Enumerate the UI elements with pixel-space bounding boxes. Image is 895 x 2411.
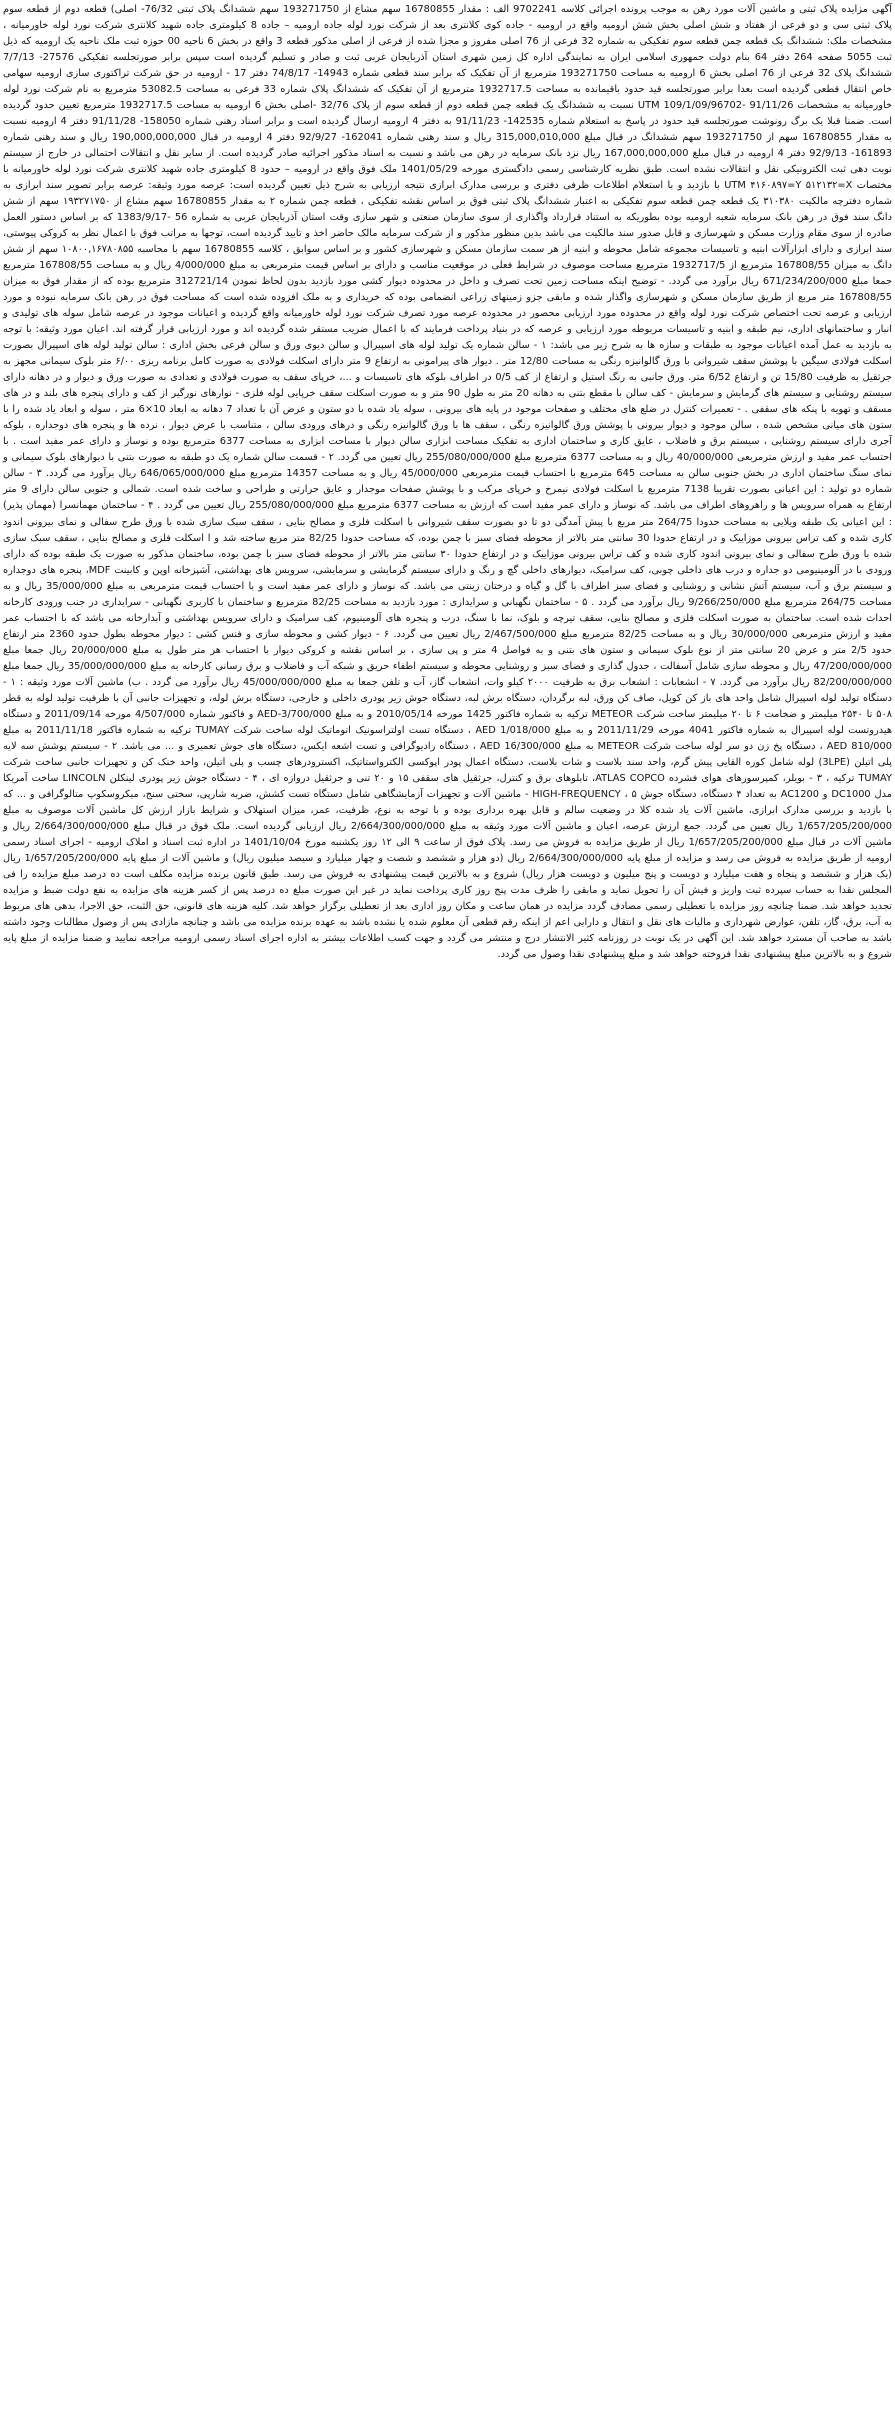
auction-notice-body: آگهی مزایده پلاک ثبتی و ماشین آلات مورد رهن به موجب پرونده اجرائی کلاسه 9702241 الف : مقدار 16780855 سهم مشاع از 193271750 سهم ششدانگ پلاک ثبتی 76/32- اصلی) قطعه دوم از قطعه سوم پلاک ثبتی سی و دو فرعی از هفتاد و شش اصلی بخش شش ارومیه واقع در ارومیه - جاده کوی کلانتری بعد از شرکت نورد لوله جاده ارومیه – جاده 8 کیلومتری جاده شهید کلانتری شرکت نورد لوله خاورمیانه ، مشخصات ملک: ششدانگ یک قطعه چمن قطعه سوم تفکیکی به شماره 32 فرعی از 76 اصلی مفروز و مجزا شده از فرعی از اصلی مذکور قطعه 3 واقع در بخش 6 ناحیه 00 حوزه ثبت ملک ناحیه یک ارومیه که ذیل ثبت 5055 صفحه 264 دفتر 64 بنام دولت جمهوری اسلامی ایران به نمایندگی اداره کل زمین شهری استان آذربایجان غربی ثبت و صادر و تسلیم گردیده است سپس برابر صورتجلسه تفکیکی 27576- 7/7/13 ششدانگ پلاک 32 فرعی از 76 اصلی بخش 6 ارومیه به مساحت 193271750 مترمربع از آن تفکیک که برابر سند قطعی شماره 14943- 74/8/17 دفتر 17 - ارومیه در حق شرکت تراکتوری سازی ارومیه سهامی خاص انتقال قطعی گردیده است بعدا برابر صورتجلسه قید حدود باقیمانده به مساحت 1932717.5 مترمربع از آن تفکیک که ششدانگ پلاک شماره 33 فرعی به مساحت 53082.5 مترمربع به نام شرکت نورد لوله خاورمیانه به مشخصات UTM 109/1/09/96702- 91/11/26 نسبت به ششدانگ یک قطعه چمن قطعه دوم از قطعه سوم از پلاک 32/76 -اصلی بخش 6 ارومیه به مساحت 1932717.5 مترمربع تعیین حدود گردیده است. ضمنا قبلا یک برگ رونوشت صورتجلسه قید حدود در پاسخ به استعلام شماره 142535- 91/11/23 به دفتر 4 ارومیه ارسال گردیده است و برابر اسناد رهنی شماره 158050- 91/11/28 دفتر 4 ارومیه نسبت به مقدار 16780855 سهم از 193271750 سهم ششدانگ در قبال مبلغ 315,000,010,000 ریال و سند رهنی شماره 162041- 92/9/27 دفتر 4 ارومیه در قبال 190,000,000,000 ریال و سند رهنی شماره 161893- 92/9/13 دفتر 4 ارومیه در قبال مبلغ 167,000,000,000 ریال نزد بانک سرمایه در رهن می باشد و نسبت به اسناد مذکور اجرائیه صادر گردیده است. از سایر نقل و انتقالات احتمالی در خارج از سیستم نوبت دهی ثبت الکترونیکی نقل و انتقالات نشده است. طبق نظریه کارشناسی رسمی دادگستری مورخه 1401/05/29 ملک فوق واقع در ارومیه – حدود 8 کیلومتری جاده شهید کلانتری شرکت نورد لوله خاورمیانه با مختصات UTM ۴۱۶۰۸۹۷=Y ۵۱۲۱۳۲=X با بازدید و با استعلام اطلاعات ظرفی دفتری و بررسی مدارک ابرازی نتیجه ارزیابی به شرح ذیل تعیین گردیده است: عرصه مورد وثیقه: عرصه برابر تصویر سند ابرازی به شماره دفترچه مالکیت ۳۱۰۳۸۰ یک قطعه چمن قطعه سوم تفکیکی به اعتبار ششدانگ پلاک ثبتی فوق بر اساس نقشه تفکیکی ، قطعه چمن شماره ۲ به مقدار 16780855 سهم مشاع از ۱۹۳۲۷۱۷۵۰ سهم از شش دانگ سند فوق در رهن بانک سرمایه شعبه ارومیه بوده بطوریکه به استناد قرارداد واگذاری از سوی سازمان صنعتی و شهر سازی وقت استان آذربایجان غربی به شماره 56 -1383/9/17 که بر اساس دستور العمل صادره از سوی مقام وزارت مسکن و شهرسازی و قابل صدور سند مالکیت می باشد بدین منظور مذکور و از شرکت سرمایه مالک حاضر اخذ و تایید گردیده است، توجها به مراتب فوق با اعمال نظر به کروکی پیوستی، سند ابرازی و دارای ابزارآلات ابنیه و تاسیسات مجموعه شامل محوطه و ابنیه از هر سمت سازمان مسکن و شهرسازی کشور و بر اساس سوابق ، کلاسه 16780855 سهم با محاسبه ۱۰۸۰۰,۱۶۷۸۰۸۵۵ سهم از شش دانگ به میزان 167808/55 مترمربع از 1932717/5 مترمربع مساحت موصوف در شرایط فعلی در موقعیت مناسب و دارای بر اساس قیمت مترمربعی به مبلغ 4/000/000 ریال و به مساحت 167808/55 مترمربع جمعا مبلغ 671/234/200/000 ریال برآورد می گردد. - توضیح اینکه مساحت زمین تحت تصرف و داخل در محدوده دیوار کشی مورد بازدید بدون لحاظ نمودن 312721/14 مترمربع بوده که از مقدار فوق به میزان 167808/55 متر مربع از طریق سازمان مسکن و شهرسازی واگذار شده و مابقی جزو زمینهای زراعی انضمامی بوده که خریداری و به ملک افزوده شده است که مساحت فوق در رهن بانک سرمایه نبوده و مورد ارزیابی و عرصه تحت اختصاص شرکت نورد لوله واقع در محدوده مورد ارزیابی محصور در محدوده عرصه مورد تصرف شرکت نورد لوله خاورمیانه واقع گردیده و اعیانات موجود در عرصه شامل سوله های تولیدی و انبار و ساختمانهای اداری، نیم طبقه و ابنیه و تاسیسات مربوطه مورد ارزیابی و عرصه که در بنیاد پرداخت فرمایند که با اعمال ضریب مستقر شده گردیده اند و مورد ارزیابی قرار گرفته اند. اعیان مورد وثیقه: با توجه به بازدید به عمل آمده اعیانات موجود به طبقات و سازه ها به شرح زیر می باشد: ۱ - سالن شماره یک تولید لوله های اسپیرال و سالن دیوی ورق و سالن فرعی بخش اداری : سالن تولید لوله های اسپیرال بصورت اسکلت فولادی سیگین با پوشش سقف شیروانی با ورق گالوانیزه رنگی به مساحت 12/80 متر . دیوار های پیرامونی به ارتفاع 9 متر دارای اسکلت فولادی به صورت کامل برنامه ریزی ۶/۰۰ متر بلوک سیمانی مجهز به جرثقیل به ظرفیت 15/80 تن و ارتفاع 6/52 متر. ورق جانبی به رنگ استیل و ارتفاع از کف 0/5 در اطراف بلوکه های تاسیسات و ...، خرپای سقف به صورت فولادی و تعدادی به صورت ورق و دیوار و در دهانه دارای سیستم روشنایی و سیستم های گرمایش و سرمایش - کف سالن با مقطع بتنی به دهانه 20 متر به طول 90 متر و به صورت اسکلت سقف خرپایی لوله فلزی - نوارهای نورگیر از کف و دارای پنجره های بلند و در های مسقف و تهویه با پنکه های سقفی . - تعمیرات کنترل در ضلع های مختلف و صفحات موجود در پایه های بیرونی ، سوله یاد شده با دو ستون و عرض آن با تعداد 7 دهانه به ابعاد 10×6 متر ، سوله و ابعاد یاد شده را با ستون های میانی مشخص شده ، سالن موجود و دیوار بیرونی با پوشش ورق گالوانیزه رنگی ، سقف ها با ورق گالوانیزه رنگی و درهای ورودی سالن ، متناسب با عرض دیوار ، نرده ها و پنجره های دوجداره ، بلوکه آجری دارای سیستم روشنایی ، سیستم برق و فاضلاب ، عایق کاری و ساختمان اداری به تفکیک مساحت ابزاری سالن دیوار با مساحت ابزاری به مساحت 6377 مترمربع بوده و نوساز و دارای عمر مفید است . با احتساب عمر مفید و ارزش مترمربعی 40/000/000 ریال و به مساحت 6377 مترمربع مبلغ 255/080/000/000 ریال تعیین می گردد. ۲ - قسمت سالن شماره یک دو طبقه به صورت بتنی با دیوارهای بلوک سیمانی و نمای سنگ ساختمان اداری در بخش جنوبی سالن به مساحت 645 مترمربع با احتساب قیمت مترمربعی 45/000/000 ریال و به مساحت 14357 مترمربع مبلغ 646/065/000/000 ریال برآورد می گردد. ۳ - سالن شماره دو تولید : این اعیانی بصورت تقریبا 7138 مترمربع با اسکلت فولادی نیمرخ و خرپای مرکب و با پوشش صفحات موجدار و عایق حرارتی و طراحی و ساخت شده است. شمالی و جنوبی سالن دارای 9 متر ارتفاع به همراه سرویس ها و راهروهای اطراف می باشد. که نوساز و دارای عمر مفید است که ارزش به مساحت 6377 مترمربع مبلغ 255/080/000/000 ریال تعیین می گردد . ۴ - ساختمان مهمانسرا (مهمان پذیر) : این اعیانی یک طبقه ویلایی به مساحت حدودا 264/75 متر مربع با پیش آمدگی دو تا دو بصورت سقف شیروانی با اسکلت فلزی و مصالح بنایی ، سقف سبک سازی شده با ورق طرح سفالی و نمای بیرونی اندود کاری شده و کف تراس بیرونی موزاییک و در ارتفاع حدودا 30 سانتی متر بالاتر از محوطه فضای سبز با چمن بوده، که مساحت حدودا 82/25 متر مربع ساخته شد و ا اسکلت فلزی و مصالح بنایی ، سقف سبک سازی شده با ورق طرح سفالی و نمای بیرونی اندود کاری شده و کف تراس بیرونی موزاییک و در ارتفاع حدودا ۳۰ سانتی متر بالاتر از محوطه فضای سبز با چمن بوده، ساختمان مذکور به صورت یک طبقه بوده که دارای ورودی با در آلومینیومی دو جداره و درب های داخلی چوبی، کف سرامیک، دیوارهای داخلی گچ و رنگ و دارای سیستم گرمایشی و سرمایشی، سرویس های بهداشتی، آشپزخانه اوپن و کابینت MDF، پنجره های دوجداره و سیستم برق و آب، سیستم آتش نشانی و روشنایی و فضای سبز اطراف با گل و گیاه و درختان زینتی می باشد. که نوساز و دارای عمر مفید است و با احتساب قیمت مترمربعی به مبلغ 35/000/000 ریال و به مساحت 264/75 مترمربع مبلغ 9/266/250/000 ریال برآورد می گردد . ۵ - ساختمان نگهبانی و سرایداری : مورد بازدید به مساحت 82/25 مترمربع و ساختمان با کاربری نگهبانی - سرایداری در جنب ورودی کارخانه احداث شده است. ساختمان به صورت اسکلت فلزی و مصالح بنایی، سقف تیرچه و بلوک، نما با سنگ، درب و پنجره های آلومینیوم، کف سرامیک و دارای سرویس بهداشتی و آبدارخانه می باشد که با احتساب عمر مفید و ارزش مترمربعی 30/000/000 ریال و به مساحت 82/25 مترمربع مبلغ 2/467/500/000 ریال تعیین می گردد. ۶ - دیوار کشی و محوطه سازی و فنس کشی : دیوار محوطه بطول حدود 2360 متر ارتفاع حدود 2/5 متر و عرض 20 سانتی متر از نوع بلوک سیمانی و ستون های بتنی و به فواصل 4 متر و پی سازی ، بر اساس نقشه و کروکی دیوار با احتساب هر متر طول به مبلغ 20/000/000 ریال جمعا مبلغ 47/200/000/000 ریال و محوطه سازی شامل آسفالت ، جدول گذاری و فضای سبز و روشنایی محوطه و سیستم اطفاء حریق و شبکه آب و فاضلاب و برق رسانی کارخانه به مبلغ 35/000/000/000 ریال جمعا مبلغ 82/200/000/000 ریال برآورد می گردد. ۷ - انشعابات : انشعاب برق به ظرفیت ۲۰۰۰ کیلو وات، انشعاب گاز، آب و تلفن جمعا به مبلغ 45/000/000/000 ریال برآورد می گردد . ب) ماشین آلات مورد وثیقه : ۱ - دستگاه تولید لوله اسپیرال شامل واحد های باز کن کویل، صاف کن ورق، لبه برگردان، دستگاه برش لبه، دستگاه جوش زیر پودری داخلی و خارجی، دستگاه برش لوله، و تجهیزات جانبی آن با ظرفیت تولید لوله به قطر ۵۰۸ تا ۲۵۴۰ میلیمتر و ضخامت ۶ تا ۲۰ میلیمتر ساخت شرکت METEOR ترکیه به شماره فاکتور 1425 مورخه 2010/05/14 و به مبلغ AED-3/700/000 و فاکتور شماره 4/507/000 مورخه 2011/09/14 و دستگاه هیدروتست لوله اسپیرال به شماره فاکتور 4041 مورخه 2011/11/29 و به مبلغ AED 1/018/000 ، دستگاه تست اولتراسونیک اتوماتیک لوله ساخت شرکت TUMAY ترکیه به شماره فاکتور 2011/11/18 به مبلغ AED 810/000 ، دستگاه پخ زن دو سر لوله ساخت شرکت METEOR به مبلغ AED 16/300/000 ، دستگاه رادیوگرافی و تست اشعه ایکس، دستگاه های جوش تعمیری و ... می باشد. ۲ - سیستم پوشش سه لایه پلی اتیلن (3LPE) لوله شامل کوره القایی پیش گرم، واحد سند بلاست و شات بلاست، دستگاه اعمال پودر اپوکسی الکترواستاتیک، اکسترودرهای چسب و پلی اتیلن، واحد خنک کن و تجهیزات جانبی ساخت شرکت TUMAY ترکیه ، ۳ - بویلر، کمپرسورهای هوای فشرده ATLAS COPCO، تابلوهای برق و کنترل، جرثقیل های سقفی ۱۵ و ۲۰ تنی و جرثقیل دروازه ای ، ۴ - دستگاه جوش زیر پودری لینکلن LINCOLN ساخت آمریکا مدل DC1000 و AC1200 به تعداد ۴ دستگاه، دستگاه جوش HIGH-FREQUENCY ، ۵ - ماشین آلات و تجهیزات آزمایشگاهی شامل دستگاه تست کشش، ضربه شارپی، سختی سنج، میکروسکوپ متالوگرافی و ... که با بازدید و بررسی مدارک ابرازی، ماشین آلات یاد شده کلا در وضعیت سالم و قابل بهره برداری بوده و با توجه به نوع، ظرفیت، عمر، میزان استهلاک و شرایط بازار ارزش کل ماشین آلات موصوف به مبلغ 1/657/205/200/000 ریال تعیین می گردد. جمع ارزش عرصه، اعیان و ماشین آلات مورد وثیقه به مبلغ 2/664/300/000/000 ریال ارزیابی گردیده است. ملک فوق در قبال مبلغ 2/664/300/000/000 ریال و ماشین آلات در قبال مبلغ 1/657/205/200/000 ریال از طریق مزایده به فروش می رسد. پلاک فوق از ساعت ۹ الی ۱۲ روز یکشنبه مورخ 1401/10/04 در اداره ثبت اسناد و املاک ارومیه - اجرای اسناد رسمی ارومیه از طریق مزایده به فروش می رسد و مزایده از مبلغ پایه 2/664/300/000/000 ریال (دو هزار و ششصد و شصت و چهار میلیارد و سیصد میلیون ریال) و ماشین آلات از مبلغ پایه 1/657/205/200/000 ریال (یک هزار و ششصد و پنجاه و هفت میلیارد و دویست و پنج میلیون و دویست هزار ریال) شروع و به بالاترین قیمت پیشنهادی به فروش می رسد. طبق قانون برنده مزایده مکلف است ده درصد مبلغ مزایده را فی المجلس نقدا به حساب سپرده ثبت واریز و فیش آن را تحویل نماید و مابقی را ظرف مدت پنج روز کاری پرداخت نماید در غیر این صورت مبلغ ده درصد پس از کسر هزینه های مزایده به نفع دولت ضبط و مزایده تجدید خواهد شد. ضمنا چنانچه روز مزایده با تعطیلی رسمی مصادف گردد مزایده در همان ساعت و مکان روز اداری بعد از تعطیلی برگزار خواهد شد. کلیه هزینه های قانونی، حق الثبت، حق الاجرا، بدهی های مربوط به آب، برق، گاز، تلفن، عوارض شهرداری و مالیات های نقل و انتقال و دارایی اعم از اینکه رقم قطعی آن معلوم شده یا نشده باشد به عهده برنده مزایده می باشد و چنانچه مازادی پس از وصول مطالبات وجود داشته باشد به صاحب آن مسترد خواهد شد. این آگهی در یک نوبت در روزنامه کثیر الانتشار درج و منتشر می گردد و جهت کسب اطلاعات بیشتر به اداره اجرای اسناد رسمی ارومیه مراجعه نمایید و ضمنا مزایده از مبلغ پایه شروع و به بالاترین مبلغ پیشنهادی نقدا فروخته خواهد شد و مبلغ پیشنهادی نقدا وصول می گردد. — [3, 4, 893, 960]
